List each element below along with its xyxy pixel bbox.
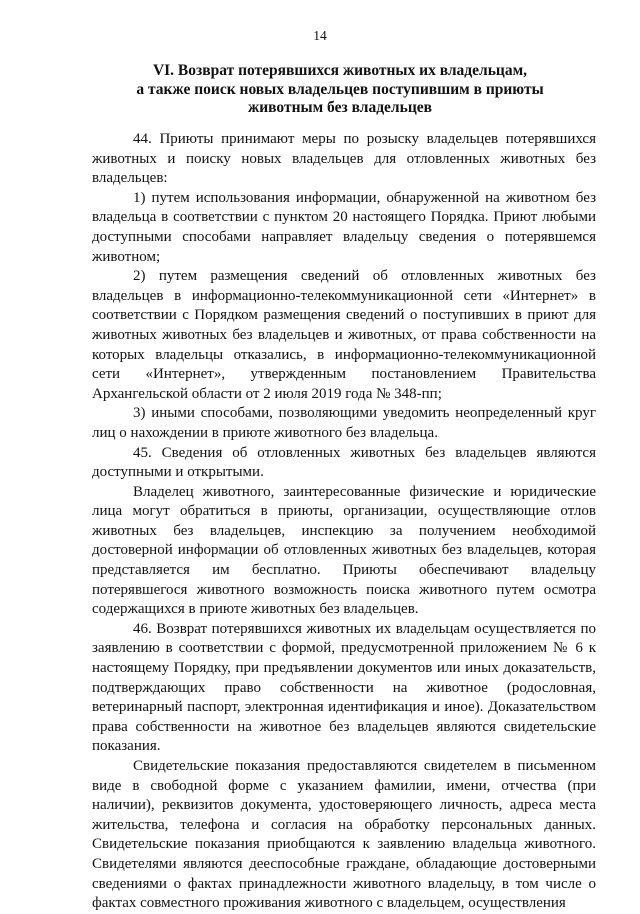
document-body: [92, 130, 596, 914]
paragraph-44-item-3: 3) иными способами, позволяющими уведомить неопределенный круг лиц о нахождении в приюте животного без владельца.: [92, 405, 596, 441]
section-heading-line: животным без владельцев: [248, 99, 432, 116]
section-heading-line: а также поиск новых владельцев поступившим в приюты: [136, 80, 544, 98]
paragraph-44-item-1: 1) путем использования информации, обнаруженной на животном без владельца в соответствии с пунктом 20 настоящего Порядка. Приют любыми доступными способами направляет владельцу сведения о потерявшемся животном;: [92, 189, 596, 265]
paragraph-45-owner-info: Владелец животного, заинтересованные физические и юридические лица могут обратиться в приюты, организации, осуществляющие отлов животных без владельцев, инспекцию за получением необходимой достоверной информации об отловленных животных без владельцев, которая представляется им бесплатно. Приюты обеспечивают владельцу потерявшегося животного возможность поиска животного путем осмотра содержащихся в приюте животных без владельцев.: [92, 483, 596, 618]
page-number: 14: [313, 28, 327, 43]
paragraph-46-witness-testimony: Свидетельские показания предоставляются свидетелем в письменном виде в свободной форме с указанием фамилии, имени, отчества (при наличии), реквизитов документа, удостоверяющего личность, адреса места жительства, телефона и согласия на обработку персональных данных. Свидетельские показания приобщаются к заявлению владельца животного. Свидетелями являются дееспособные граждане, обладающие достоверными сведениями о фактах принадлежности животного владельцу, в том числе о фактах совместного проживания животного с владельцем, осуществления: [92, 758, 596, 912]
paragraph-44: 44. Приюты принимают меры по розыску владельцев потерявшихся животных и поиску новых владельцев для отловленных животных без владельцев:: [92, 131, 596, 187]
paragraph-45: 45. Сведения об отловленных животных без владельцев являются доступными и открытыми.: [92, 444, 596, 481]
paragraph-46: 46. Возврат потерявшихся животных их владельцам осуществляется по заявлению в соответствии с формой, предусмотренной приложением № 6 к настоящему Порядку, при предъявлении документов или иных доказательств, подтверждающих право собственности на животное (родословная, ветеринарный паспорт, электронная идентификация и иное). Доказательством права собственности на животное без владельцев являются свидетельские показания.: [92, 620, 596, 755]
section-heading: [60, 62, 620, 118]
paragraph-44-item-2: 2) путем размещения сведений об отловленных животных без владельцев в информационно-телекоммуникационной сети «Интернет» в соответствии с Порядком размещения сведений о поступивших в приют для животных животных без владельцев и животных, от права собственности на которых владельцы отказались, в информационно-телекоммуникационной сети «Интернет», утвержденным постановлением Правительства Архангельской области от 2 июля 2019 года № 348-пп;: [92, 268, 596, 402]
section-heading-line: VI. Возврат потерявшихся животных их владельцам,: [152, 62, 528, 79]
